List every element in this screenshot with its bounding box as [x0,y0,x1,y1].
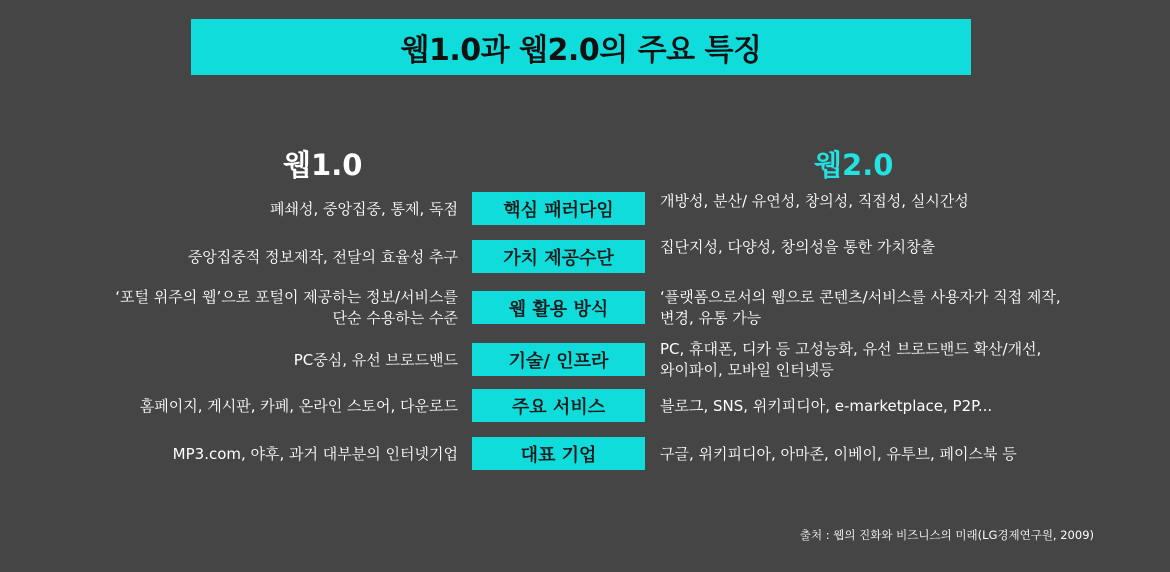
web1-heading: 웹1.0 [283,148,363,182]
web2-text: 개방성, 분산/ 유연성, 창의성, 직접성, 실시간성 [660,192,969,210]
web1-cell [173,434,458,474]
web2-text: PC, 휴대폰, 디카 등 고성능화, 유선 브로드밴드 확산/개선, [660,340,1042,358]
comparison-row [0,288,1170,328]
web1-text: MP3.com, 야후, 과거 대부분의 인터넷기업 [172,444,458,463]
web2-cell [660,237,935,277]
category-label: 웹 활용 방식 [472,291,645,324]
comparison-row [0,237,1170,277]
web2-text: 변경, 유통 가능 [660,309,762,327]
web2-text: 와이파이, 모바일 인터넷등 [660,361,834,379]
web1-cell [140,386,458,426]
web1-text: 단순 수용하는 수준 [332,309,458,327]
web1-cell [294,340,458,380]
source-citation: 출처 : 웹의 진화와 비즈니스의 미래(LG경제연구원, 2009) [799,528,1094,542]
web1-text: ‘포털 위주의 웹’으로 포털이 제공하는 정보/서비스를 [115,288,458,306]
web2-cell [660,189,969,231]
category-label: 기술/ 인프라 [472,343,645,376]
web1-cell [188,237,458,277]
web1-cell [270,189,458,229]
category-label: 대표 기업 [472,437,645,470]
comparison-row [0,340,1170,380]
comparison-row [0,386,1170,426]
web1-cell [115,288,458,328]
web2-text: 블로그, SNS, 위키피디아, e-marketplace, P2P... [660,396,993,415]
category-label: 가치 제공수단 [472,240,645,273]
web2-cell [660,386,992,426]
web2-cell [660,340,1041,380]
web1-text: PC중심, 유선 브로드밴드 [293,350,458,369]
comparison-row [0,189,1170,229]
web1-text: 폐쇄성, 중앙집중, 통제, 독점 [270,199,458,218]
comparison-row [0,434,1170,474]
web2-text: ‘플랫폼으로서의 웹으로 콘텐츠/서비스를 사용자가 직접 제작, [660,288,1061,306]
web2-text: 구글, 위키피디아, 아마존, 이베이, 유투브, 페이스북 등 [660,444,1017,463]
web2-cell [660,288,1061,328]
category-label: 핵심 패러다임 [472,192,645,225]
web1-text: 홈페이지, 게시판, 카페, 온라인 스토어, 다운로드 [139,396,458,415]
web2-cell [660,434,1017,474]
web1-text: 중앙집중적 정보제작, 전달의 효율성 추구 [187,247,458,266]
page-title: 웹1.0과 웹2.0의 주요 특징 [191,19,971,75]
web2-heading: 웹2.0 [814,148,894,182]
web2-text: 집단지성, 다양성, 창의성을 통한 가치창출 [660,238,935,256]
category-label: 주요 서비스 [472,389,645,422]
